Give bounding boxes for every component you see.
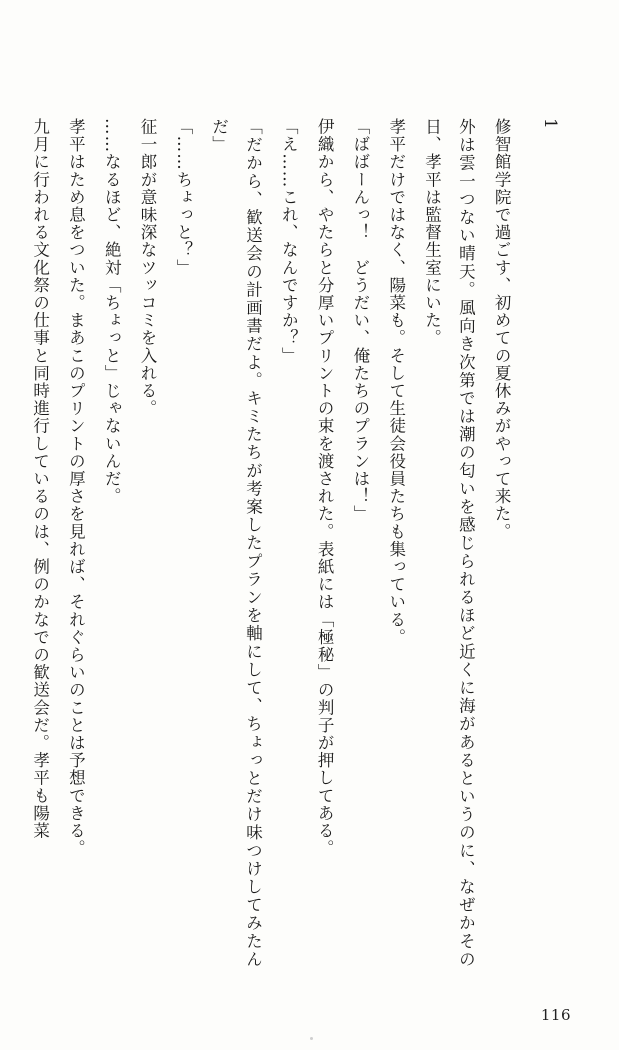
paragraph: 「だから、歓送会の計画書だよ。キミたちが考案したプランを軸にして、ちょっとだけ味つけしてみたんだ」 xyxy=(209,118,263,968)
paragraph: 「え……これ、なんですか？」 xyxy=(279,118,299,365)
paragraph: 九月に行われる文化祭の仕事と同時進行しているのは、例のかなでの歓送会だ。孝平も陽菜 xyxy=(30,118,50,840)
paragraph: 孝平だけではなく、陽菜も。そして生徒会役員たちも集っている。 xyxy=(386,118,406,646)
paragraph: 「ばばーんっ！ どうだい、俺たちのプランは！」 xyxy=(350,118,370,523)
chapter-number: 1 xyxy=(540,118,560,130)
spine-mark xyxy=(310,1037,313,1040)
paragraph: ……なるほど、絶対「ちょっと」じゃないんだ。 xyxy=(102,118,122,506)
paragraph: 伊織から、やたらと分厚いプリントの束を渡された。表紙には「極秘」の判子が押してある。 xyxy=(315,118,335,858)
page-number: 116 xyxy=(540,1006,571,1024)
paragraph: 「……ちょっと？」 xyxy=(173,118,193,277)
paragraph: 孝平はため息をついた。まあこのプリントの厚さを見れば、それぐらいのことは予想できる。 xyxy=(66,118,86,858)
paragraph: 征一郎が意味深なツッコミを入れる。 xyxy=(138,118,158,418)
paragraph: 外は雲一つない晴天。風向き次第では潮の匂いを感じられるほど近くに海があるというのに、なぜかその日、孝平は監督生室にいた。 xyxy=(422,118,476,968)
body-text-vertical xyxy=(30,118,567,968)
paragraph: 修智館学院で過ごす、初めての夏休みがやって来た。 xyxy=(492,118,512,541)
